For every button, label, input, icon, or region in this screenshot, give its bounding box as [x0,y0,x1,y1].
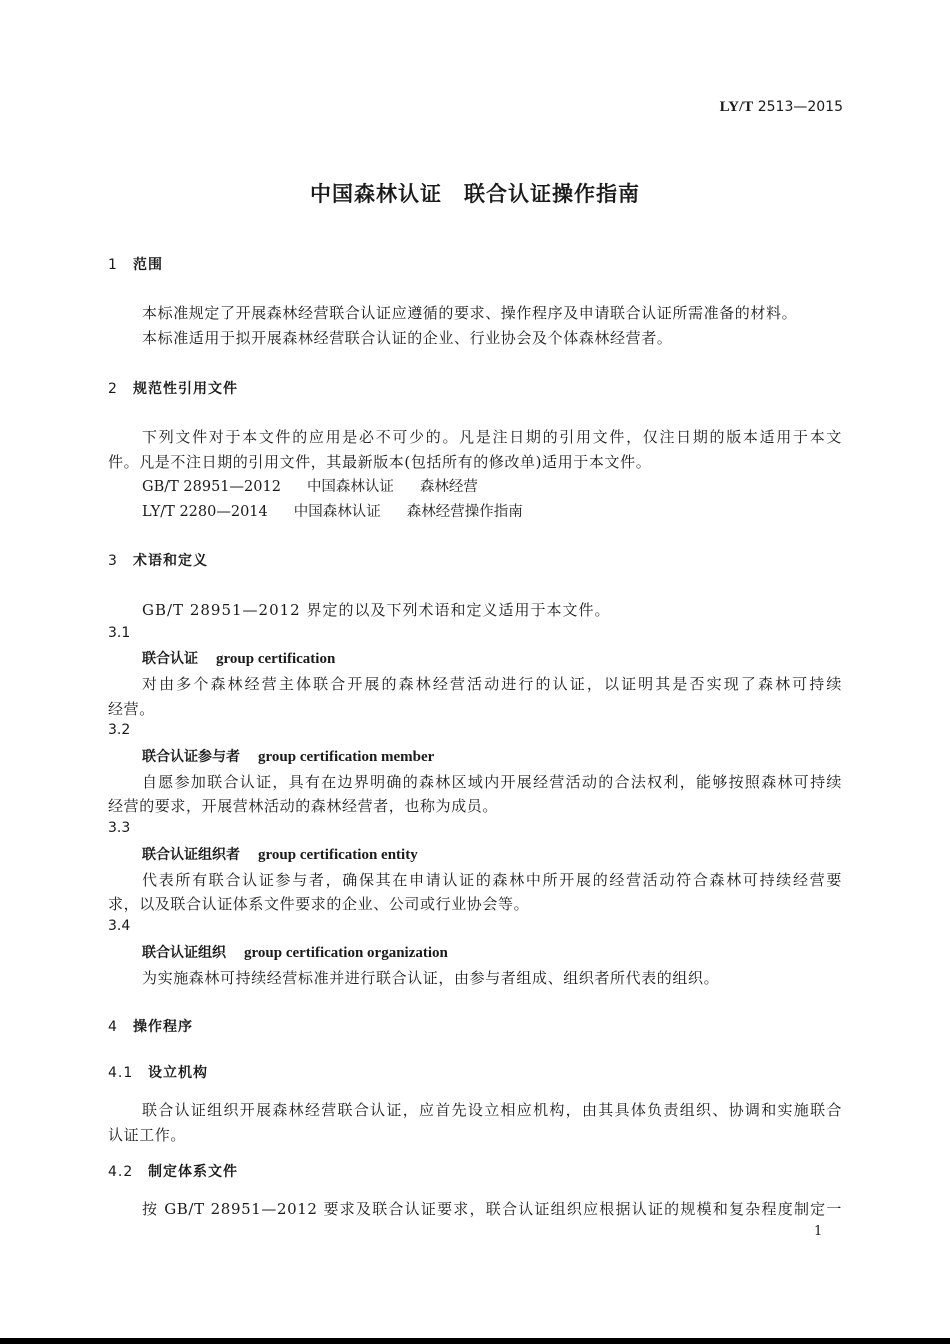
term-3-1-heading [142,648,335,668]
reference-title-part-1: 中国森林认证 [306,479,394,495]
term-3-3-definition-line-2: 求，以及联合认证体系文件要求的企业、公司或行业协会等。 [108,895,530,913]
term-3-3-definition-line-1: 代表所有联合认证参与者，确保其在申请认证的森林中所开展的经营活动符合森林可持续经营要 [142,871,842,889]
subsection-4-1-title: 设立机构 [148,1065,208,1081]
standard-code-number: 2513—2015 [757,99,843,115]
section-1-number: 1 [108,257,118,273]
reference-code: GB/T 28951—2012 [142,479,281,495]
section-4-heading [108,1016,193,1036]
page-number: 1 [814,1224,823,1239]
term-english: group certification entity [258,847,418,863]
subsection-4-2-number: 4.2 [108,1164,134,1180]
section-3-number: 3 [108,553,118,569]
term-english: group certification organization [244,945,448,961]
section-3-heading [108,550,208,570]
term-chinese: 联合认证组织者 [142,847,240,863]
term-chinese: 联合认证 [142,651,198,667]
term-3-1-number: 3.1 [108,625,131,641]
subsection-4-2-heading [108,1161,238,1181]
standard-code-prefix: LY/T [719,99,754,115]
section-4-number: 4 [108,1019,118,1035]
subsection-4-1-heading [108,1062,208,1082]
section-1-paragraph-2: 本标准适用于拟开展森林经营联合认证的企业、行业协会及个体森林经营者。 [142,329,673,347]
term-3-2-heading [142,746,434,766]
term-3-3-number: 3.3 [108,820,131,836]
section-3-intro: GB/T 28951—2012 界定的以及下列术语和定义适用于本文件。 [142,601,611,619]
term-3-2-definition-line-1: 自愿参加联合认证，具有在边界明确的森林区域内开展经营活动的合法权利，能够按照森林可持续 [142,773,842,791]
term-english: group certification member [258,749,435,765]
term-chinese: 联合认证组织 [142,945,226,961]
section-2-number: 2 [108,381,118,397]
subsection-4-2-title: 制定体系文件 [148,1164,238,1180]
document-title: 中国森林认证 联合认证操作指南 [310,182,640,206]
section-4-title: 操作程序 [133,1019,193,1035]
reference-title-part-2: 森林经营 [419,479,478,495]
term-3-1-definition-line-1: 对由多个森林经营主体联合开展的森林经营活动进行的认证，以证明其是否实现了森林可持续 [142,675,842,693]
normative-reference-2 [142,500,549,521]
term-3-2-definition-line-2: 经营的要求，开展营林活动的森林经营者，也称为成员。 [108,797,499,815]
section-2-heading [108,378,238,398]
reference-title-part-2: 森林经营操作指南 [406,504,523,520]
section-2-paragraph-line-1: 下列文件对于本文件的应用是必不可少的。凡是注日期的引用文件，仅注日期的版本适用于本文 [142,428,842,446]
subsection-4-1-paragraph-line-2: 认证工作。 [108,1126,187,1144]
term-3-4-definition: 为实施森林可持续经营标准并进行联合认证，由参与者组成、组织者所代表的组织。 [142,969,720,987]
subsection-4-2-paragraph-line-1: 按 GB/T 28951—2012 要求及联合认证要求，联合认证组织应根据认证的规模和复杂程度制定一 [142,1200,842,1218]
term-chinese: 联合认证参与者 [142,749,240,765]
term-3-3-heading [142,844,418,864]
subsection-4-1-paragraph-line-1: 联合认证组织开展森林经营联合认证，应首先设立相应机构，由其具体负责组织、协调和实施联合 [142,1101,842,1119]
standard-code [720,99,843,116]
section-2-paragraph-line-2: 件。凡是不注日期的引用文件，其最新版本(包括所有的修改单)适用于本文件。 [108,453,652,471]
bottom-border [0,1338,950,1344]
section-2-title: 规范性引用文件 [133,381,238,397]
section-1-heading [108,254,163,274]
term-english: group certification [216,651,336,667]
term-3-4-number: 3.4 [108,918,131,934]
term-3-2-number: 3.2 [108,722,131,738]
normative-reference-1 [142,475,504,496]
subsection-4-1-number: 4.1 [108,1065,134,1081]
section-1-title: 范围 [133,257,163,273]
section-3-title: 术语和定义 [133,553,208,569]
reference-title-part-1: 中国森林认证 [293,504,381,520]
term-3-4-heading [142,942,448,962]
reference-code: LY/T 2280—2014 [142,504,268,520]
term-3-1-definition-line-2: 经营。 [108,700,155,718]
section-1-paragraph-1: 本标准规定了开展森林经营联合认证应遵循的要求、操作程序及申请联合认证所需准备的材料。 [142,304,798,322]
